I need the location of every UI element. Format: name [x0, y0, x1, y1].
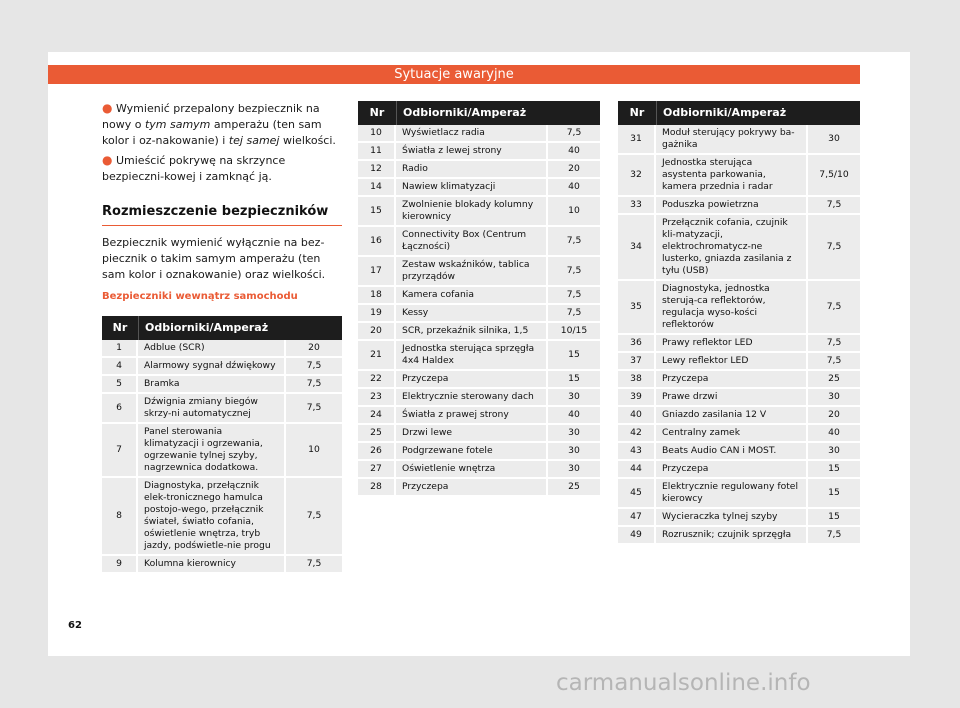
table-row	[618, 443, 860, 461]
table-row	[358, 305, 600, 323]
table-row	[618, 281, 860, 335]
fuse-consumer: Przyczepa	[656, 461, 808, 479]
fuse-consumer: Przyczepa	[656, 371, 808, 389]
fuse-amperage: 15	[808, 479, 860, 509]
table-row	[102, 424, 342, 478]
column-header-consumers: Odbiorniki/Amperaż	[656, 101, 808, 125]
table-row	[358, 143, 600, 161]
fuse-amperage: 7,5	[548, 305, 600, 323]
fuse-amperage: 7,5	[286, 556, 342, 574]
fuse-consumer: Podgrzewane fotele	[396, 443, 548, 461]
fuse-consumer: Connectivity Box (Centrum Łączności)	[396, 227, 548, 257]
table-row	[618, 479, 860, 509]
page-header: Sytuacje awaryjne	[48, 65, 860, 84]
fuse-number: 40	[618, 407, 656, 425]
fuse-number: 25	[358, 425, 396, 443]
fuse-amperage: 40	[808, 425, 860, 443]
table-row	[358, 407, 600, 425]
column-header-amp	[548, 101, 600, 125]
fuse-consumer: Dźwignia zmiany biegów skrzy-ni automatycznej	[138, 394, 286, 424]
table-row	[618, 407, 860, 425]
column-header-consumers: Odbiorniki/Amperaż	[396, 101, 548, 125]
fuse-consumer: Przyczepa	[396, 479, 548, 497]
column-header-consumers: Odbiorniki/Amperaż	[138, 316, 286, 340]
fuse-number: 14	[358, 179, 396, 197]
table-row	[358, 479, 600, 497]
fuse-amperage: 7,5	[808, 197, 860, 215]
bullet-text-pre: Wymienić przepalony bezpiecznik na nowy o	[102, 102, 320, 131]
fuse-number: 15	[358, 197, 396, 227]
fuse-consumer: Kolumna kierownicy	[138, 556, 286, 574]
fuse-consumer: Przyczepa	[396, 371, 548, 389]
fuse-amperage: 30	[548, 425, 600, 443]
table-row	[618, 155, 860, 197]
fuse-amperage: 20	[286, 340, 342, 358]
fuse-amperage: 7,5	[548, 125, 600, 143]
fuse-number: 22	[358, 371, 396, 389]
bullet-replace-fuse	[102, 100, 342, 149]
page-number: 62	[68, 620, 82, 631]
fuse-consumer: Elektrycznie regulowany fotel kierowcy	[656, 479, 808, 509]
fuse-amperage: 7,5	[286, 394, 342, 424]
bullet-emphasis-same-size: tej samej	[228, 134, 280, 147]
fuse-number: 8	[102, 478, 138, 556]
fuse-amperage: 7,5	[808, 281, 860, 335]
fuse-amperage: 7,5/10	[808, 155, 860, 197]
table-row	[358, 443, 600, 461]
column-header-amp	[286, 316, 342, 340]
fuse-amperage: 20	[548, 161, 600, 179]
fuse-number: 37	[618, 353, 656, 371]
fuse-table-3	[618, 101, 860, 545]
table-row	[102, 394, 342, 424]
fuse-amperage: 30	[808, 443, 860, 461]
fuse-consumer: Moduł sterujący pokrywy ba-gażnika	[656, 125, 808, 155]
fuse-table-1	[102, 316, 342, 574]
fuse-consumer: Poduszka powietrzna	[656, 197, 808, 215]
fuse-consumer: Gniazdo zasilania 12 V	[656, 407, 808, 425]
fuse-number: 26	[358, 443, 396, 461]
fuse-amperage: 40	[548, 407, 600, 425]
watermark: carmanualsonline.info	[556, 670, 811, 696]
fuse-table-2	[358, 101, 600, 497]
table-row	[358, 389, 600, 407]
table-row	[358, 371, 600, 389]
table-row	[618, 371, 860, 389]
fuse-number: 17	[358, 257, 396, 287]
fuse-number: 23	[358, 389, 396, 407]
bullet-text-mid: amperażu (ten sam kolor i oz-nakowanie) i	[102, 118, 322, 147]
table-row	[358, 197, 600, 227]
section-paragraph: Bezpiecznik wymienić wyłącznie na bez-piecznik o takim samym amperażu (ten sam kolor i oznakowanie) oraz wielkości.	[102, 236, 326, 281]
fuse-number: 21	[358, 341, 396, 371]
bullet-text-post: wielkości.	[279, 134, 336, 147]
table-row	[618, 335, 860, 353]
fuse-amperage: 7,5	[548, 227, 600, 257]
column-header-nr: Nr	[618, 101, 656, 125]
table-row	[358, 257, 600, 287]
fuse-amperage: 30	[548, 461, 600, 479]
fuse-consumer: SCR, przekaźnik silnika, 1,5	[396, 323, 548, 341]
fuse-amperage: 15	[808, 461, 860, 479]
table-row	[358, 323, 600, 341]
fuse-amperage: 7,5	[286, 358, 342, 376]
fuse-amperage: 7,5	[548, 257, 600, 287]
fuse-number: 33	[618, 197, 656, 215]
fuse-amperage: 15	[548, 371, 600, 389]
fuse-amperage: 10	[548, 197, 600, 227]
table-row	[358, 341, 600, 371]
fuse-number: 28	[358, 479, 396, 497]
table-row	[102, 376, 342, 394]
fuse-number: 9	[102, 556, 138, 574]
table-row	[618, 215, 860, 281]
fuse-number: 35	[618, 281, 656, 335]
table-row	[618, 527, 860, 545]
fuse-amperage: 7,5	[808, 353, 860, 371]
fuse-amperage: 7,5	[808, 215, 860, 281]
table-row	[358, 461, 600, 479]
fuse-consumer: Światła z lewej strony	[396, 143, 548, 161]
fuse-consumer: Zwolnienie blokady kolumny kierownicy	[396, 197, 548, 227]
table-row	[618, 389, 860, 407]
fuse-consumer: Alarmowy sygnał dźwiękowy	[138, 358, 286, 376]
fuse-number: 16	[358, 227, 396, 257]
fuse-amperage: 40	[548, 179, 600, 197]
fuse-amperage: 7,5	[548, 287, 600, 305]
fuse-consumer: Drzwi lewe	[396, 425, 548, 443]
fuse-number: 45	[618, 479, 656, 509]
table-row	[102, 358, 342, 376]
table-row	[358, 227, 600, 257]
fuse-consumer: Centralny zamek	[656, 425, 808, 443]
fuse-number: 44	[618, 461, 656, 479]
fuse-number: 27	[358, 461, 396, 479]
fuse-number: 1	[102, 340, 138, 358]
fuse-consumer: Przełącznik cofania, czujnik kli-matyzacji, elektrochromatycz-ne lusterko, gniazda zasilania z tyłu (USB)	[656, 215, 808, 281]
fuse-consumer: Kamera cofania	[396, 287, 548, 305]
fuse-consumer: Oświetlenie wnętrza	[396, 461, 548, 479]
table-row	[618, 425, 860, 443]
fuse-number: 10	[358, 125, 396, 143]
fuse-number: 19	[358, 305, 396, 323]
fuse-number: 7	[102, 424, 138, 478]
fuse-amperage: 10	[286, 424, 342, 478]
fuse-number: 11	[358, 143, 396, 161]
fuse-consumer: Bramka	[138, 376, 286, 394]
fuse-number: 36	[618, 335, 656, 353]
table-row	[618, 461, 860, 479]
fuse-number: 5	[102, 376, 138, 394]
fuse-consumer: Diagnostyka, przełącznik elek-tronicznego hamulca postojo-wego, przełącznik świateł, światło cofania, oświetlenie wnętrza, tryb jazdy, podświetle-nie progu	[138, 478, 286, 556]
fuse-amperage: 7,5	[808, 335, 860, 353]
fuse-amperage: 7,5	[286, 376, 342, 394]
fuse-consumer: Beats Audio CAN i MOST.	[656, 443, 808, 461]
fuse-consumer: Wycieraczka tylnej szyby	[656, 509, 808, 527]
table-row	[618, 197, 860, 215]
table-row	[618, 125, 860, 155]
fuse-amperage: 25	[808, 371, 860, 389]
bullet-close-cover	[102, 152, 342, 185]
fuse-amperage: 7,5	[808, 527, 860, 545]
fuse-number: 6	[102, 394, 138, 424]
fuse-amperage: 25	[548, 479, 600, 497]
fuse-number: 47	[618, 509, 656, 527]
table-row	[102, 556, 342, 574]
table-row	[358, 125, 600, 143]
table-row	[102, 478, 342, 556]
table-row	[102, 340, 342, 358]
fuse-amperage: 20	[808, 407, 860, 425]
table-row	[618, 509, 860, 527]
fuse-consumer: Panel sterowania klimatyzacji i ogrzewania, ogrzewanie tylnej szyby, nagrzewnica dodatkowa.	[138, 424, 286, 478]
fuse-number: 12	[358, 161, 396, 179]
fuse-number: 49	[618, 527, 656, 545]
fuse-amperage: 15	[808, 509, 860, 527]
fuse-consumer: Elektrycznie sterowany dach	[396, 389, 548, 407]
fuse-number: 32	[618, 155, 656, 197]
fuse-number: 42	[618, 425, 656, 443]
fuse-amperage: 10/15	[548, 323, 600, 341]
section-title: Rozmieszczenie bezpieczników	[102, 204, 342, 226]
column-header-nr: Nr	[102, 316, 138, 340]
fuse-amperage: 40	[548, 143, 600, 161]
table-row	[358, 425, 600, 443]
fuse-amperage: 30	[808, 125, 860, 155]
table-row	[358, 287, 600, 305]
bullet-dot: ●	[102, 153, 113, 167]
fuse-number: 39	[618, 389, 656, 407]
fuse-amperage: 7,5	[286, 478, 342, 556]
fuse-consumer: Radio	[396, 161, 548, 179]
fuse-consumer: Lewy reflektor LED	[656, 353, 808, 371]
table-row	[618, 353, 860, 371]
fuse-consumer: Prawe drzwi	[656, 389, 808, 407]
bullet-dot: ●	[102, 101, 113, 115]
column-header-nr: Nr	[358, 101, 396, 125]
fuse-number: 20	[358, 323, 396, 341]
table-row	[358, 161, 600, 179]
fuse-consumer: Rozrusznik; czujnik sprzęgła	[656, 527, 808, 545]
fuse-number: 38	[618, 371, 656, 389]
fuse-number: 4	[102, 358, 138, 376]
fuse-number: 43	[618, 443, 656, 461]
fuse-number: 18	[358, 287, 396, 305]
fuse-consumer: Adblue (SCR)	[138, 340, 286, 358]
fuse-amperage: 30	[808, 389, 860, 407]
fuse-amperage: 15	[548, 341, 600, 371]
bullet-text: Umieścić pokrywę na skrzynce bezpieczni-kowej i zamknąć ją.	[102, 154, 286, 183]
fuse-consumer: Diagnostyka, jednostka sterują-ca reflektorów, regulacja wyso-kości reflektorów	[656, 281, 808, 335]
fuse-consumer: Wyświetlacz radia	[396, 125, 548, 143]
fuse-consumer: Kessy	[396, 305, 548, 323]
fuse-number: 24	[358, 407, 396, 425]
fuse-number: 34	[618, 215, 656, 281]
column-header-amp	[808, 101, 860, 125]
bullet-emphasis-same: tym samym	[144, 118, 211, 131]
fuse-consumer: Światła z prawej strony	[396, 407, 548, 425]
section-subheading: Bezpieczniki wewnątrz samochodu	[102, 291, 298, 302]
fuse-consumer: Zestaw wskaźników, tablica przyrządów	[396, 257, 548, 287]
fuse-consumer: Prawy reflektor LED	[656, 335, 808, 353]
fuse-amperage: 30	[548, 443, 600, 461]
table-row	[358, 179, 600, 197]
fuse-amperage: 30	[548, 389, 600, 407]
fuse-consumer: Jednostka sterująca sprzęgła 4x4 Haldex	[396, 341, 548, 371]
fuse-consumer: Nawiew klimatyzacji	[396, 179, 548, 197]
intro-column	[102, 100, 342, 305]
fuse-number: 31	[618, 125, 656, 155]
fuse-consumer: Jednostka sterująca asystenta parkowania, kamera przednia i radar	[656, 155, 808, 197]
